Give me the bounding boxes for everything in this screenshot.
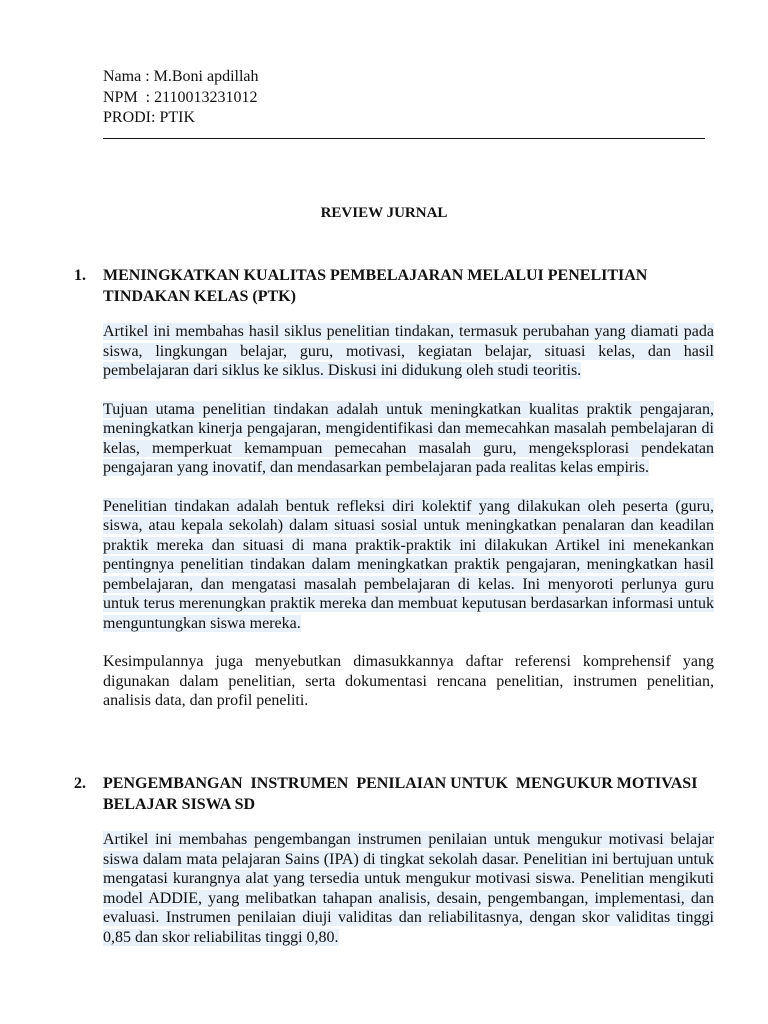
section-heading — [74, 265, 714, 307]
paragraph-text: Tujuan utama penelitian tindakan adalah untuk meningkatkan kualitas praktik pengajaran, meningkatkan kinerja pengajaran, mengidentifikasi dan memecahkan masalah pembelajaran di kelas, memperkuat kemampuan pemecahan masalah guru, mengeksplorasi pendekatan pengajaran yang inovatif, dan mendasarkan pembelajaran pada realitas kelas empiris. — [103, 400, 714, 476]
paragraph — [103, 322, 714, 381]
paragraph-text: Penelitian tindakan adalah bentuk refleksi diri kolektif yang dilakukan oleh peserta (guru, siswa, atau kepala sekolah) dalam situasi sosial untuk meningkatkan penalaran dan keadilan praktik mereka dan situasi di mana praktik-praktik ini dilakukan Artikel ini menekankan pentingnya penelitian tindakan dalam meningkatkan praktik pengajaran, meningkatkan hasil pembelajaran, dan mengatasi masalah pembelajaran di kelas. Ini menyoroti perlunya guru untuk terus merenungkan praktik mereka dan membuat keputusan berdasarkan informasi untuk menguntungkan siswa mereka. — [103, 497, 714, 632]
review-section-1 — [74, 265, 714, 711]
section-heading — [74, 773, 714, 815]
review-section-2 — [74, 773, 714, 947]
paragraph-text: Artikel ini membahas hasil siklus penelitian tindakan, termasuk perubahan yang diamati pada siswa, lingkungan belajar, guru, motivasi, kegiatan belajar, situasi kelas, dan hasil pembelajaran dari siklus ke siklus. Diskusi ini didukung oleh studi teoritis. — [103, 323, 714, 379]
paragraph-text: Kesimpulannya juga menyebutkan dimasukkannya daftar referensi komprehensif yang digunakan dalam penelitian, serta dokumentasi rencana penelitian, instrumen penelitian, analisis data, dan profil peneliti. — [103, 653, 714, 709]
paragraph — [103, 497, 714, 634]
header-divider — [103, 138, 705, 139]
student-prodi: PRODI: PTIK — [103, 109, 196, 126]
paragraph — [103, 830, 714, 947]
paragraph — [103, 652, 714, 711]
student-npm: NPM : 2110013231012 — [103, 88, 258, 106]
section-title: MENINGKATKAN KUALITAS PEMBELAJARAN MELALUI PENELITIAN TINDAKAN KELAS (PTK) — [103, 267, 648, 305]
document-title: REVIEW JURNAL — [320, 205, 448, 221]
section-number: 1. — [74, 267, 86, 284]
paragraph — [103, 400, 714, 478]
paragraph-text: Artikel ini membahas pengembangan instrumen penilaian untuk mengukur motivasi belajar siswa dalam mata pelajaran Sains (IPA) di tingkat sekolah dasar. Penelitian ini bertujuan untuk mengatasi kurangnya alat yang tersedia untuk mengukur motivasi siswa. Penelitian mengikuti model ADDIE, yang melibatkan tahapan analisis, desain, pengembangan, implementasi, dan evaluasi. Instrumen penilaian diuji validitas dan reliabilitasnya, dengan skor validitas tinggi 0,85 dan skor reliabilitas tinggi 0,80. — [103, 831, 714, 946]
section-title: PENGEMBANGAN INSTRUMEN PENILAIAN UNTUK MENGUKUR MOTIVASI BELAJAR SISWA SD — [103, 775, 702, 813]
student-name: Nama : M.Boni apdillah — [103, 68, 259, 85]
student-info — [103, 67, 259, 129]
section-number: 2. — [74, 775, 86, 792]
